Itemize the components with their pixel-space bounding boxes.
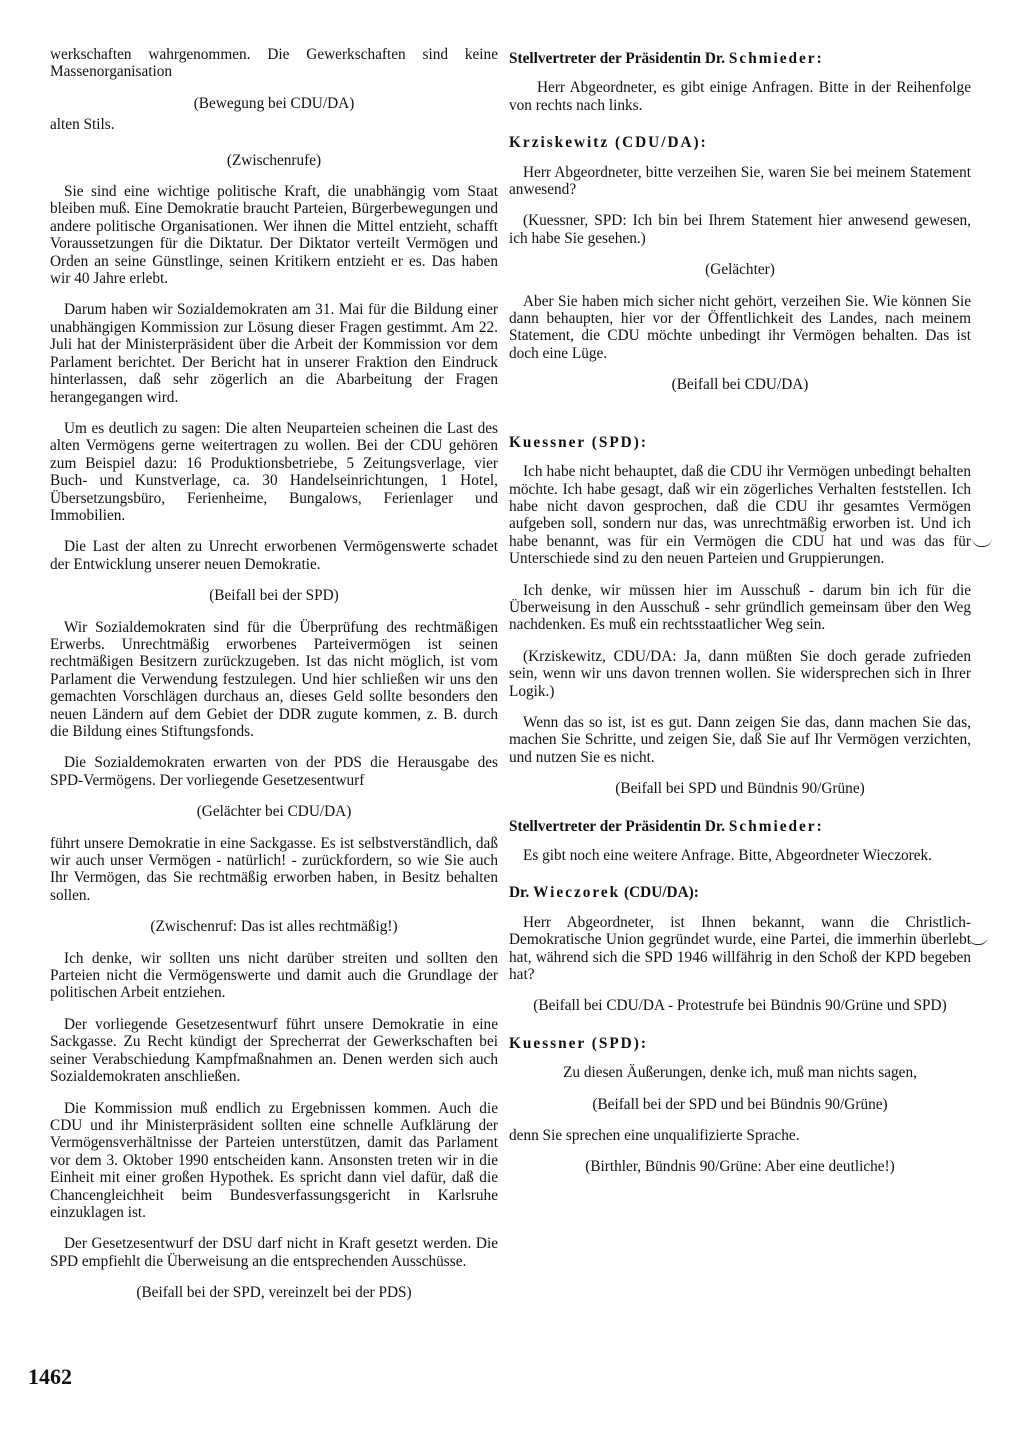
paragraph: denn Sie sprechen eine unqualifizierte Sprache. <box>509 1127 800 1145</box>
speaker-heading <box>509 50 971 67</box>
paragraph: führt unsere Demokratie in eine Sackgasse. Es ist selbstverständlich, daß wir auch unser Vermögen - natürlich! - zurückfordern, so wie Sie auch Ihr Vermögen, das Sie rechtmäßig erworben haben, in Besitz behalten sollen. <box>50 834 498 904</box>
paragraph: Um es deutlich zu sagen: Die alten Neuparteien scheinen die Last des alten Vermögens gerne weitertragen zu wollen. Bei der CDU gehören zum Beispiel dazu: 16 Produktionsbetriebe, 5 Zeitungsverlage, vier Buch- und Kunstverlage, ca. 30 Handelseinrichtungen, 1 Hotel, Übersetzungsbüro, Ferienheime, Bungalows, Ferienlager und Immobilien. <box>50 419 498 524</box>
margin-mark <box>968 936 988 945</box>
paragraph: Darum haben wir Sozialdemokraten am 31. Mai für die Bildung einer unabhängigen Kommission zur Lösung dieser Fragen gestimmt. Am 22. Juli hat der Ministerpräsident über die Arbeit der Kommission vor dem Parlament berichtet. Der Bericht hat in unserer Fraktion den Eindruck hinterlassen, daß sehr zögerlich an die Abarbeitung der Fragen herangegangen wird. <box>50 301 498 406</box>
speaker-name: Wieczorek <box>533 884 621 902</box>
interjection: (Beifall bei der SPD und bei Bündnis 90/Grüne) <box>592 1095 888 1113</box>
interjection: (Beifall bei CDU/DA - Protestrufe bei Bündnis 90/Grüne und SPD) <box>533 997 947 1015</box>
speaker-name: Kuessner (SPD): <box>509 433 648 451</box>
interjection: (Birthler, Bündnis 90/Grüne: Aber eine deutliche!) <box>585 1158 895 1176</box>
speaker-role: Stellvertreter der Präsidentin Dr. <box>509 50 726 67</box>
paragraph: Wir Sozialdemokraten sind für die Überprüfung des rechtmäßigen Erwerbs. Unrechtmäßig erworbenes Parteivermögen ist seinen rechtmäßigen Besitzern zurückzugeben. Ist das nicht möglich, ist vom Parlament die Verwendung festzulegen. Und hier schließen wir uns den gemachten Vorschlägen durchaus an, dieses Geld sollte besonders den neuen Ländern auf dem Gebiet der DDR zugute kommen, z. B. durch die Bildung eines Stiftungsfonds. <box>50 618 498 740</box>
paragraph: Ich denke, wir müssen hier im Ausschuß - darum bin ich für die Überweisung in den Ausschuß - sehr gründlich gemeinsam über den Weg nachdenken. Es muß ein rechtsstaatlicher Weg sein. <box>509 581 971 634</box>
interjection: (Beifall bei der SPD) <box>209 587 339 605</box>
speaker-heading <box>509 1035 971 1052</box>
paragraph: Aber Sie haben mich sicher nicht gehört, verzeihen Sie. Wie können Sie dann behaupten, hier vor der Öffentlichkeit des Landes, nach meinem Statement, die CDU möchte unbedingt ihr Vermögen behalten. Das ist doch eine Lüge. <box>509 292 971 362</box>
paragraph: Der vorliegende Gesetzesentwurf führt unsere Demokratie in eine Sackgasse. Zu Recht kündigt der Sprecherrat der Gewerkschaften bei seiner Verabschiedung Kampfmaßnahmen an. Denen werden sich auch Sozialdemokraten anschließen. <box>50 1015 498 1086</box>
paragraph: Die Kommission muß endlich zu Ergebnissen kommen. Auch die CDU und ihr Ministerpräsident sollten eine schnelle Aufklärung der Vermögensverhältnisse der Parteien unterstützen, damit das Parlament vor dem 3. Oktober 1990 entscheiden kann. Ansonsten treten wir in die Einheit mit einer großen Hypothek. Es spricht dann viel dafür, daß die Chancengleichheit beim Bundesverfassungsgericht in Karlsruhe einzuklagen ist. <box>50 1099 498 1221</box>
paragraph: Es gibt noch eine weitere Anfrage. Bitte, Abgeordneter Wieczorek. <box>523 847 932 864</box>
interjection: (Gelächter) <box>705 261 775 279</box>
interjection: (Krziskewitz, CDU/DA: Ja, dann müßten Sie doch gerade zufrieden sein, wenn wir uns davon trennen wollen. Sie widersprechen sich in Ihrer Logik.) <box>509 647 971 700</box>
interjection: (Beifall bei CDU/DA) <box>671 376 809 394</box>
page-number: 1462 <box>28 1364 72 1389</box>
speaker-party: (CDU/DA): <box>624 884 699 902</box>
speaker-heading <box>509 884 971 901</box>
interjection: (Zwischenrufe) <box>226 151 322 169</box>
right-column <box>509 46 971 1190</box>
paragraph: Ich denke, wir sollten uns nicht darüber streiten und sollten den Parteien nicht die Vermögenswerte und damit auch die Grundlage der politischen Arbeit entziehen. <box>50 949 498 1002</box>
interjection: (Kuessner, SPD: Ich bin bei Ihrem Statement hier anwesend gewesen, ich habe Sie gesehen.) <box>509 212 971 247</box>
speaker-role: Stellvertreter der Präsidentin Dr. <box>509 817 726 835</box>
paragraph: werkschaften wahrgenommen. Die Gewerkschaften sind keine Massenorganisation <box>50 46 498 81</box>
paragraph: Herr Abgeordneter, es gibt einige Anfragen. Bitte in der Reihenfolge von rechts nach links. <box>509 79 971 114</box>
paragraph: Der Gesetzesentwurf der DSU darf nicht in Kraft gesetzt werden. Die SPD empfiehlt die Überweisung an die entsprechenden Ausschüsse. <box>50 1235 498 1270</box>
speaker-heading <box>509 818 971 835</box>
interjection: (Gelächter bei CDU/DA) <box>196 803 352 821</box>
paragraph: Ich habe nicht behauptet, daß die CDU ihr Vermögen unbedingt behalten möchte. Ich habe gesagt, daß wir ein zögerliches Verhalten feststellen. Ich habe nicht davon gesprochen, daß die CDU ihr gesamtes Vermögen aufgeben soll, sondern nur das, was unrechtmäßig erworben ist. Und ich habe benannt, was für ein Vermögen die CDU hat und was das für Unterschiede sind zu den neuen Parteien und Gruppierungen. <box>509 463 971 568</box>
paragraph: Die Sozialdemokraten erwarten von der PDS die Herausgabe des SPD-Vermögens. Der vorliegende Gesetzesentwurf <box>50 754 498 789</box>
paragraph: Wenn das so ist, ist es gut. Dann zeigen Sie das, dann machen Sie das, machen Sie Schritte, und zeigen Sie, daß Sie auf Ihr Vermögen verzichten, und nutzen Sie es nicht. <box>509 713 971 766</box>
speaker-title: Dr. <box>509 884 530 902</box>
interjection: (Beifall bei der SPD, vereinzelt bei der PDS) <box>136 1284 412 1302</box>
speaker-name: Krziskewitz (CDU/DA): <box>509 134 708 152</box>
paragraph: Die Last der alten zu Unrecht erworbenen Vermögenswerte schadet der Entwicklung unserer neuen Demokratie. <box>50 538 498 573</box>
speaker-name: Schmieder: <box>728 817 824 835</box>
speaker-heading <box>509 434 971 451</box>
left-column <box>50 46 498 1316</box>
paragraph: Zu diesen Äußerungen, denke ich, muß man nichts sagen, <box>563 1064 917 1082</box>
interjection: (Beifall bei SPD und Bündnis 90/Grüne) <box>615 780 865 798</box>
paragraph: Herr Abgeordneter, bitte verzeihen Sie, waren Sie bei meinem Statement anwesend? <box>509 163 971 199</box>
speaker-name: Schmieder: <box>728 50 824 67</box>
speaker-name: Kuessner (SPD): <box>509 1034 648 1052</box>
interjection: (Bewegung bei CDU/DA) <box>193 94 355 112</box>
speaker-heading <box>509 134 971 151</box>
paragraph: Sie sind eine wichtige politische Kraft, die unabhängig vom Staat bleiben muß. Eine Demokratie braucht Parteien, Bürgerbewegungen und andere politische Organisationen. Wer ihnen die Mittel entzieht, schafft Voraussetzungen für die Diktatur. Der Diktator verteilt Vermögen und Orden an seine Günstlinge, seinen Kritikern entzieht er es. Das haben wir 40 Jahre erlebt. <box>50 183 498 288</box>
margin-mark <box>972 538 992 547</box>
paragraph: Herr Abgeordneter, ist Ihnen bekannt, wann die Christlich-Demokratische Union gegründet wurde, eine Partei, die immerhin überlebt hat, während sich die SPD 1946 willfährig in den Schoß der KPD begeben hat? <box>509 913 971 984</box>
interjection: (Zwischenruf: Das ist alles rechtmäßig!) <box>150 918 398 936</box>
paragraph: alten Stils. <box>50 116 115 134</box>
